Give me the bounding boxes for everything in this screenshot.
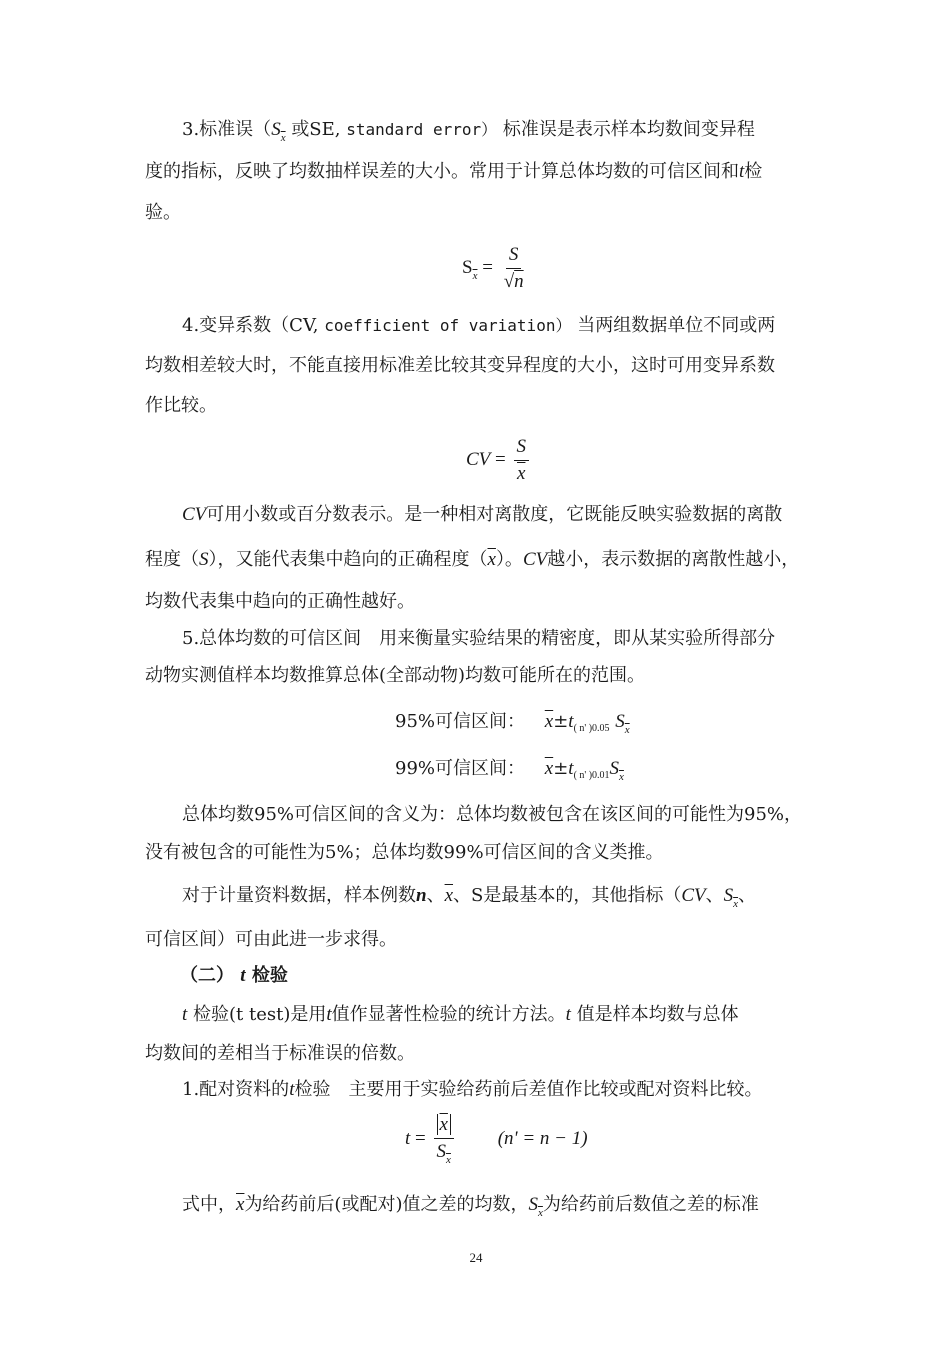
ttest-line2: 均数间的差相当于标准误的倍数。 [145,1043,415,1064]
item3-line2: 度的指标，反映了均数抽样误差的大小。常用于计算总体均数的可信区间和t检 [145,161,763,182]
last-line: 式中，$\overline{x}$为给药前后(或配对)值之差的均数，$S_{\overline{x}}$为给药前后数值之差的标准 [182,1194,759,1219]
meaning-line1: 总体均数95%可信区间的含义为：总体均数被包含在该区间的可能性为95%， [182,804,803,825]
item5-line2: 动物实测值样本均数推算总体(全部动物)均数可能所在的范围。 [145,665,646,686]
cv-para-line1: CV可用小数或百分数表示。是一种相对离散度，它既能反映实验数据的离散 [182,504,783,525]
meaning-line2: 没有被包含的可能性为5%；总体均数99%可信区间的含义类推。 [145,842,664,863]
item4-line1: 4.变异系数（CV, coefficient of variation） 当两组数据单位不同或两 [182,315,776,336]
formula-paired-t: t = $\frac{\overline{x}}{S_{\overline{x}}}$ (n' = n − 1) [405,1114,588,1166]
item4-line3: 作比较。 [145,395,217,416]
section-heading: （二） t 检验 [180,965,288,986]
item4-line2: 均数相差较大时，不能直接用标准差比较其变异程度的大小，这时可用变异系数 [145,355,775,376]
item3-line1: 3.标准误（$S_{\overline{x}}$ 或SE, standard error） 标准误是表示样本均数间变异程 [182,119,755,144]
cv-para-line2: 程度（S），又能代表集中趋向的正确程度$(\overline{x})$。CV越小，表示数据的离散性越小， [145,549,800,570]
ci95-formula: 95%可信区间： $\overline{x}\pm t_{( n' )0.05}$ $S_{\overline{x}}$ [395,711,630,736]
summary-line2: 可信区间）可由此进一步求得。 [145,929,397,950]
page-number: 24 [469,1250,483,1265]
cv-para-line3: 均数代表集中趋向的正确性越好。 [145,591,415,612]
formula-standard-error: $S_{\overline{x}}$ = $\frac{S}{√n}$ [462,244,524,292]
paired-line: 1.配对资料的t检验 主要用于实验给药前后差值作比较或配对资料比较。 [182,1079,763,1100]
summary-line1: 对于计量资料数据，样本例数n、$\overline{x}$、S是最基本的，其他指标（CV、$S_{\overline{x}}$、 [182,885,757,910]
item3-line3: 验。 [145,202,181,223]
item5-line1: 5.总体均数的可信区间 用来衡量实验结果的精密度，即从某实验所得部分 [182,628,776,649]
formula-cv: CV = $\frac{S}{x}$ [466,436,532,485]
ttest-line1: t 检验(t test)是用t值作显著性检验的统计方法。t 值是样本均数与总体 [182,1004,739,1025]
ci99-formula: 99%可信区间： $\overline{x}\pm t_{( n' )0.01}S_{\overline{x}}$ [395,758,624,783]
